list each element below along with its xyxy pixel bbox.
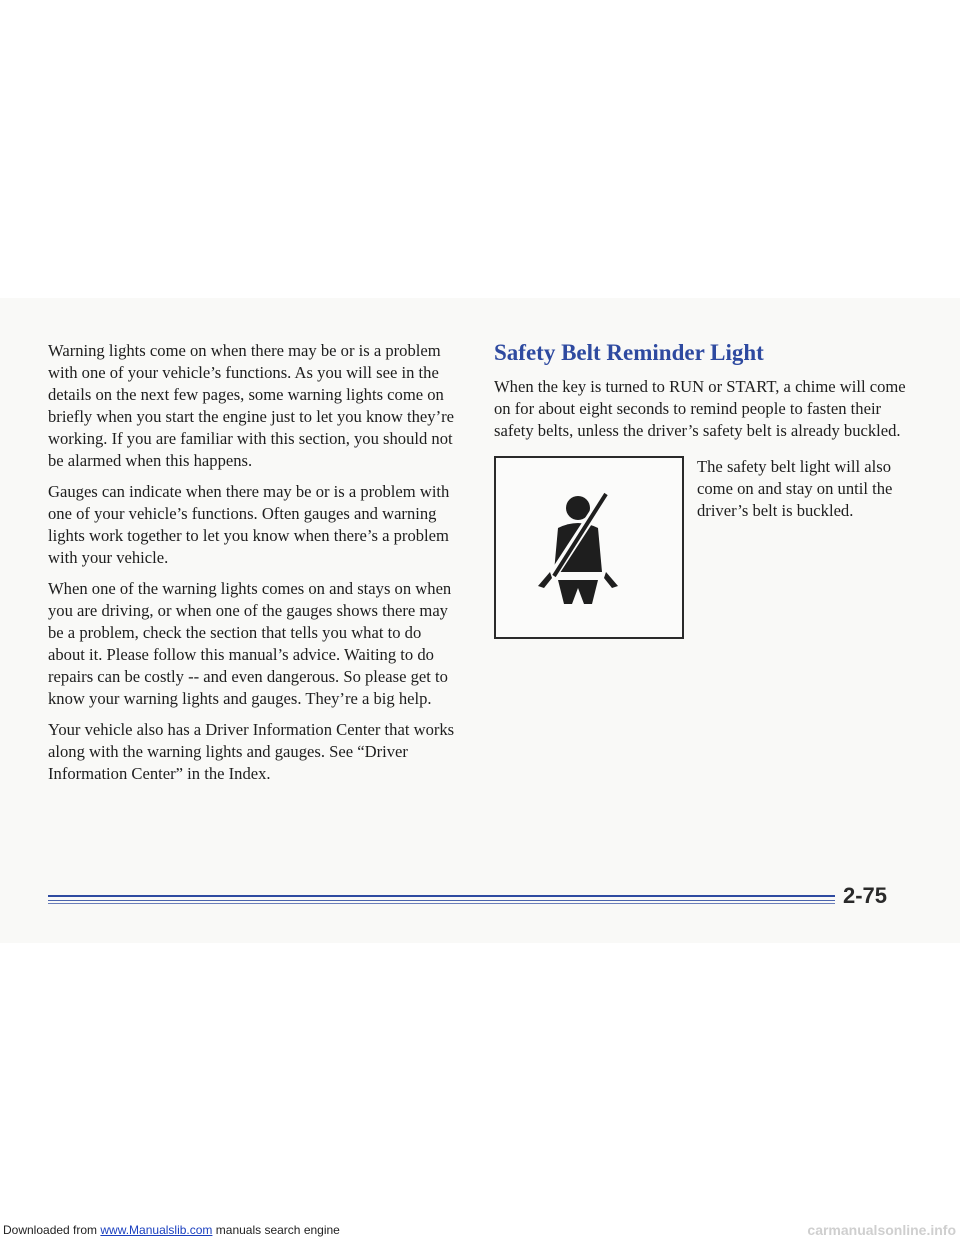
footer-rule-thinner [48, 903, 835, 904]
paragraph-stays-on: When one of the warning lights comes on and stays on when you are driving, or when one of the gauges shows there may be a problem, check the section that tells you what to do about it. Please follow this manual’s advice. Waiting to do repairs can be costly -- and even dangerous. So please get to know your warning lights and gauges. They’re a big help. [48, 579, 452, 708]
section-intro: When the key is turned to RUN or START, a chime will come on for about eight seconds to remind people to fasten their safety belts, unless the driver’s safety belt is already buckled. [494, 377, 906, 440]
footer-suffix: manuals search engine [212, 1223, 340, 1237]
footer-rule [48, 895, 835, 897]
page-number: 2-75 [843, 883, 888, 908]
left-column [48, 340, 460, 794]
download-footer [3, 1223, 340, 1237]
section-title: Safety Belt Reminder Light [494, 340, 764, 365]
paragraph-driver-info-center: Your vehicle also has a Driver Information Center that works along with the warning lights and gauges. See “Driver Information Center” in the Index. [48, 720, 455, 783]
manualslib-link[interactable]: www.Manualslib.com [100, 1223, 213, 1237]
seatbelt-figure [494, 456, 684, 639]
footer-prefix: Downloaded from [3, 1223, 101, 1237]
seatbelt-icon [536, 488, 646, 608]
paragraph-gauges: Gauges can indicate when there may be or is a problem with one of your vehicle’s functions. Often gauges and warning lights work together to let you know when there’s a problem with your vehicle. [48, 482, 450, 567]
figure-row [494, 456, 914, 646]
paragraph-warning-lights: Warning lights come on when there may be or is a problem with one of your vehicle’s functions. As you will see in the details on the next few pages, some warning lights come on briefly when you start the engine just to let you know they’re working. If you are familiar with this section, you should not be alarmed when this happens. [48, 341, 454, 470]
right-column [494, 340, 914, 646]
footer-rule-thin [48, 900, 835, 901]
watermark: carmanualsonline.info [807, 1222, 956, 1238]
figure-caption: The safety belt light will also come on and stay on until the driver’s belt is buckled. [697, 457, 893, 520]
